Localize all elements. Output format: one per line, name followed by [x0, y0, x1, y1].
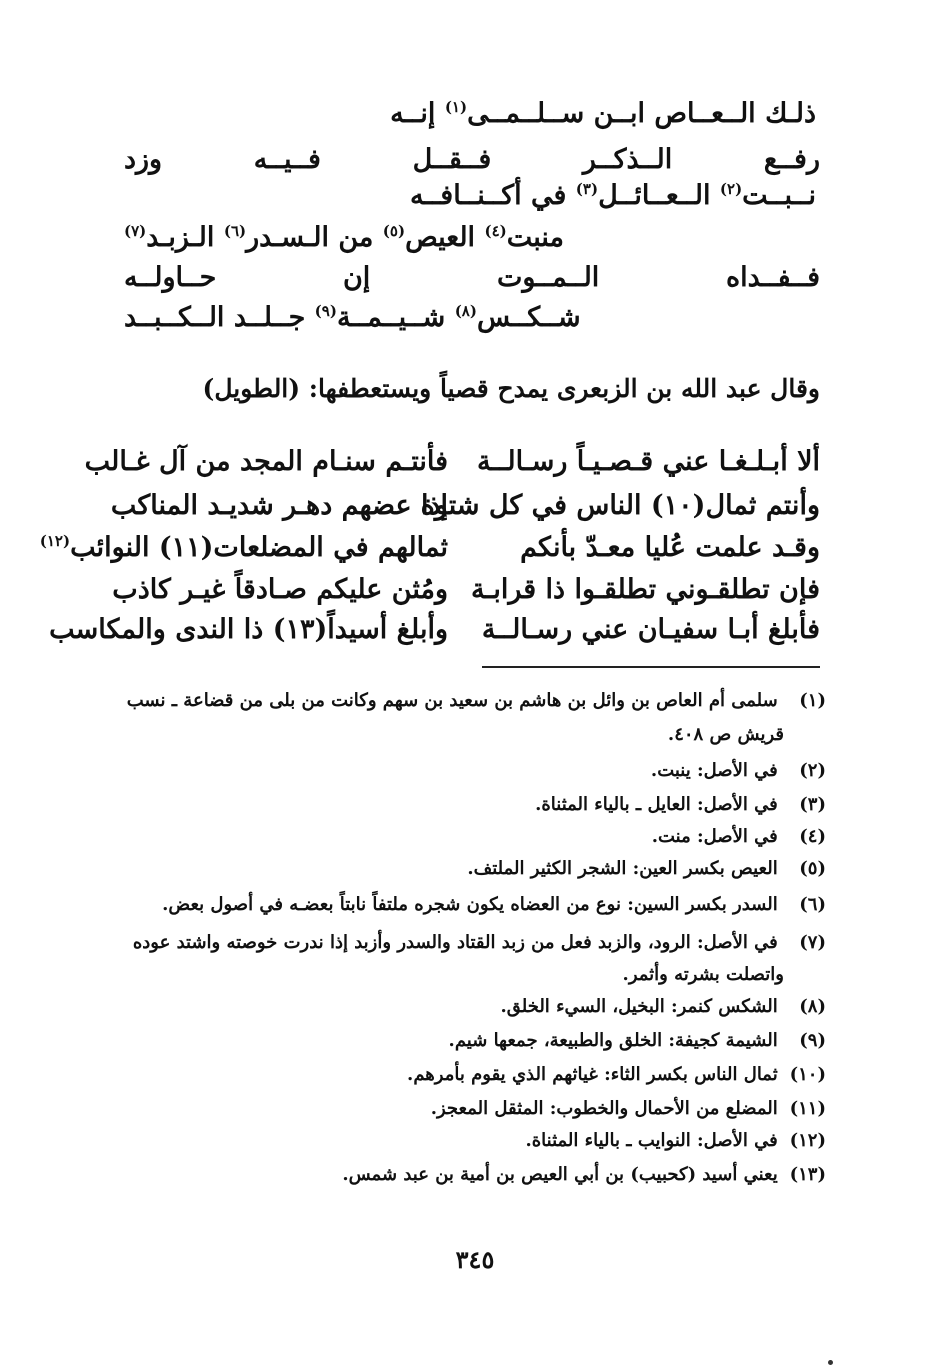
footnote-num: (٩)	[799, 1030, 826, 1051]
poem1-line-3-a: نــبــت	[742, 180, 816, 211]
footnote-7-cont: واتصلت بشرته وأثمر.	[622, 964, 784, 985]
footnote-num: (١)	[799, 690, 826, 711]
intro-text: وقال عبد الله بن الزبعرى يمدح قصياً ويستعطفها: (الطويل)	[202, 374, 820, 403]
poem2-left-3-text: ثمالهم في المضلعات(١١) النوائب	[70, 532, 448, 563]
footnote-7	[133, 932, 826, 953]
footnote-text: الشكس كنمر: البخيل، السيء الخلق.	[500, 996, 778, 1017]
footnote-ref-12: (١٢)	[39, 532, 71, 550]
poem1-line-2: رفــع الــذكــر فــقــل فــيــه وزد	[124, 144, 820, 175]
footnote-8	[500, 996, 826, 1017]
footnote-text: الشيمة كجيفة: الخلق والطبيعة، جمعها شيم.	[448, 1030, 778, 1051]
footnote-13	[342, 1164, 826, 1185]
poem1-line-4	[124, 222, 564, 253]
footnote-ref-9: (٩)	[314, 302, 337, 320]
poem1-line-3-b: الــعــائــل	[598, 180, 711, 211]
footnote-text: سلمى أم العاص بن وائل بن هاشم بن سعيد بن سهم وكانت من بلى من قضاعة ـ نسب	[126, 690, 778, 711]
poem1-line-6	[124, 302, 581, 333]
footnote-num: (١٠)	[789, 1064, 826, 1085]
footnote-text: يعني أسيد (كحبيب) بن أبي العيص بن أمية بن عبد شمس.	[342, 1164, 778, 1185]
footnote-divider	[482, 666, 820, 668]
footnote-2	[651, 760, 826, 781]
poem2-left-5: وأبلغ أسيداً(١٣) ذا الندى والمكاسب	[49, 614, 448, 645]
scan-speck	[828, 1360, 833, 1365]
footnote-num: (١٣)	[789, 1164, 826, 1185]
footnote-1	[127, 690, 826, 711]
poem2-right-2: وأنتم ثمال(١٠) الناس في كل شتوة	[420, 490, 820, 521]
poem1-line-1-text: ذلـك الــعــاص ابــن ســلــمــى	[467, 98, 816, 129]
footnote-text: المضلع من الأحمال والخطوب: المثقل المعجز.	[430, 1098, 778, 1119]
footnote-num: (٦)	[799, 894, 826, 915]
footnote-text: السدر بكسر السين: نوع من العضاه يكون شجره ملتفاً نابتاً بعضـه في أصول بعض.	[162, 894, 778, 915]
footnote-num: (١١)	[789, 1098, 826, 1119]
poem2-left-4: ومُثن عليكم صـادقاً غيـر كاذب	[112, 574, 448, 605]
footnote-1-cont: قريش ص ٤٠٨.	[667, 724, 784, 745]
poem1-line-1	[390, 98, 816, 129]
footnote-text: في الأصل: العايل ـ بالياء المثناة.	[535, 794, 778, 815]
footnote-3	[535, 794, 826, 815]
poem2-right-1: ألا أبـلـغـا عني قـصـيـاً رسـالــة	[477, 446, 820, 477]
poem1-line-3	[410, 180, 816, 211]
poem1-line-5: فــفــداه الــمــوت إن حــاولــه	[124, 262, 820, 293]
poem1-line-6-c: جــلــد الــكــبــد	[124, 302, 306, 333]
poem2-left-1: فأنتـم سنـام المجد من آل غـالب	[84, 446, 448, 477]
footnote-text: في الأصل: النوايب ـ بالياء المثناة.	[525, 1130, 778, 1151]
footnote-5	[467, 858, 826, 879]
footnote-num: (٢)	[799, 760, 826, 781]
poem1-line-1-end: إنــه	[390, 98, 436, 129]
page-number: ٣٤٥	[455, 1245, 495, 1274]
footnote-9	[449, 1030, 826, 1051]
poem2-right-5: فأبلغ أبـا سفيـان عني رسـالــة	[481, 614, 820, 645]
footnote-text: العيص بكسر العين: الشجر الكثير الملتف.	[467, 858, 778, 879]
poem1-line-4-c: من الـسـدر	[246, 222, 374, 253]
poem1-line-4-a: منبت	[506, 222, 565, 253]
footnote-num: (٧)	[799, 932, 826, 953]
footnote-ref-7: (٧)	[124, 222, 147, 240]
footnote-ref-4: (٤)	[484, 222, 507, 240]
footnote-text: في الأصل: الرود، والزبد فعل من زبد القتاد والسدر وأزبد إذا ندرت خوصته واشتد عوده	[132, 932, 778, 953]
footnote-ref-6: (٦)	[223, 222, 247, 240]
footnote-ref-8: (٨)	[454, 302, 477, 320]
footnote-12	[525, 1130, 826, 1151]
poem2-left-3	[40, 532, 448, 563]
footnote-ref-2: (٢)	[719, 180, 743, 198]
footnote-num: (٤)	[799, 826, 826, 847]
footnote-10	[407, 1064, 826, 1085]
footnote-num: (٣)	[799, 794, 826, 815]
footnote-text: في الأصل: منت.	[651, 826, 778, 847]
footnote-num: (٨)	[799, 996, 826, 1017]
poem1-line-4-d: الـزبـد	[146, 222, 215, 253]
footnote-num: (٥)	[799, 858, 826, 879]
footnote-ref-1: (١)	[444, 98, 468, 116]
poem1-line-4-b: العيص	[405, 222, 476, 253]
footnote-text: ثمال الناس بكسر الثاء: غياثهم الذي يقوم بأمرهم.	[407, 1064, 778, 1085]
poem2-left-2: إذا عضهم دهـر شديـد المناكب	[110, 490, 448, 521]
footnote-ref-5: (٥)	[382, 222, 406, 240]
poem1-line-3-c: في أكــنــافــه	[410, 180, 567, 211]
poem2-right-3: وقـد علمت عُليا معـدّ بأنكم	[520, 532, 820, 563]
footnote-11	[431, 1098, 826, 1119]
footnote-num: (١٢)	[789, 1130, 826, 1151]
poem2-right-4: فإن تطلقـوني تطلقـوا ذا قرابـة	[470, 574, 820, 605]
footnote-ref-3: (٣)	[575, 180, 599, 198]
footnote-6	[162, 894, 826, 915]
poem1-line-6-b: شــيــمــة	[336, 302, 446, 333]
poem1-line-6-a: شــكــس	[476, 302, 581, 333]
footnote-text: في الأصل: ينبت.	[650, 760, 778, 781]
footnote-4	[652, 826, 826, 847]
